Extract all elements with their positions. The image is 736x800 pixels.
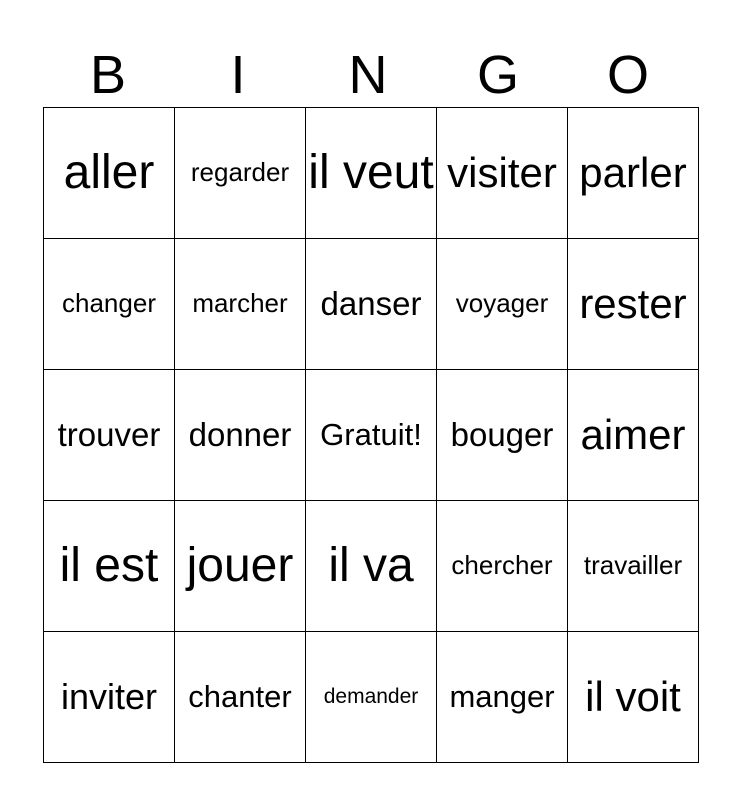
bingo-row (44, 108, 699, 239)
bingo-cell[interactable]: il est (44, 501, 175, 632)
bingo-cell[interactable]: aller (44, 108, 175, 239)
bingo-cell[interactable]: manger (437, 632, 568, 763)
bingo-cell[interactable]: voyager (437, 239, 568, 370)
header-letter-b: B (89, 45, 127, 105)
header-letter-n: N (348, 45, 388, 105)
header-letter-o: O (606, 45, 649, 105)
bingo-cell[interactable]: il voit (568, 632, 699, 763)
bingo-cell[interactable]: regarder (175, 108, 306, 239)
bingo-row (44, 632, 699, 763)
header-letter-i: I (230, 45, 246, 105)
bingo-cell[interactable]: aimer (568, 370, 699, 501)
bingo-cell[interactable]: visiter (437, 108, 568, 239)
bingo-cell[interactable]: inviter (44, 632, 175, 763)
bingo-row (44, 370, 699, 501)
bingo-cell[interactable]: travailler (568, 501, 699, 632)
bingo-card (43, 107, 699, 763)
bingo-header (43, 44, 693, 106)
header-letter-g: G (476, 45, 519, 105)
bingo-cell[interactable]: rester (568, 239, 699, 370)
bingo-cell[interactable]: chanter (175, 632, 306, 763)
bingo-cell[interactable]: donner (175, 370, 306, 501)
bingo-cell[interactable]: il va (306, 501, 437, 632)
bingo-cell[interactable]: bouger (437, 370, 568, 501)
bingo-cell[interactable]: trouver (44, 370, 175, 501)
bingo-row (44, 501, 699, 632)
bingo-cell[interactable]: chercher (437, 501, 568, 632)
bingo-row (44, 239, 699, 370)
bingo-cell[interactable]: changer (44, 239, 175, 370)
free-space-cell[interactable]: Gratuit! (306, 370, 437, 501)
bingo-cell[interactable]: demander (306, 632, 437, 763)
bingo-cell[interactable]: danser (306, 239, 437, 370)
bingo-cell[interactable]: il veut (306, 108, 437, 239)
bingo-cell[interactable]: jouer (175, 501, 306, 632)
bingo-cell[interactable]: marcher (175, 239, 306, 370)
bingo-cell[interactable]: parler (568, 108, 699, 239)
